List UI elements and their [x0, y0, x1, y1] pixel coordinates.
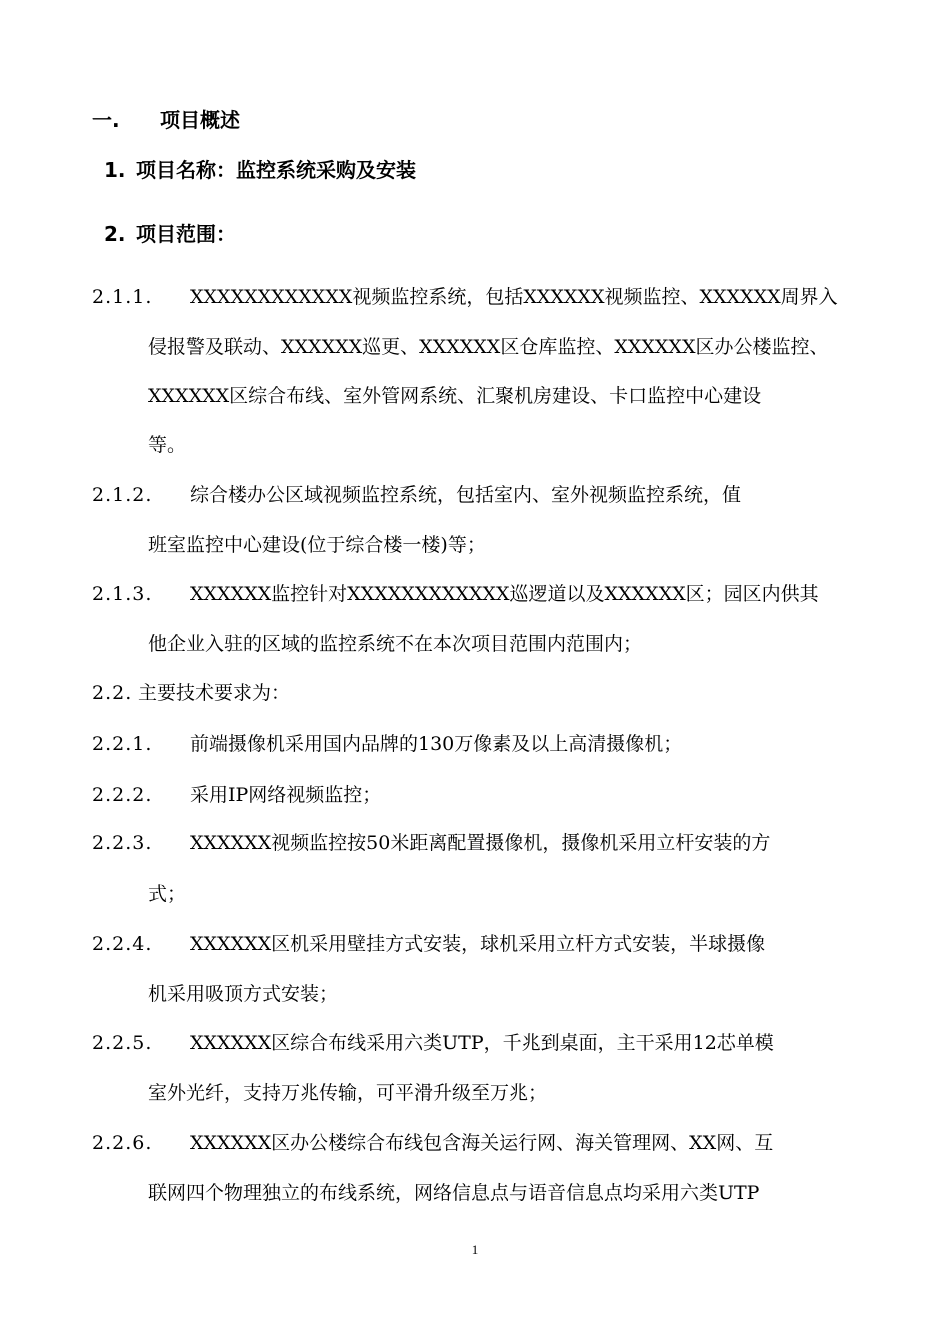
- paragraph-line: 前端摄像机采用国内品牌的130万像素及以上高清摄像机；: [190, 733, 683, 755]
- item-number: 2.: [104, 222, 126, 246]
- section-title: 项目概述: [160, 108, 240, 132]
- paragraph-number: 2.1.1.: [92, 286, 153, 308]
- paragraph-line: 机采用吸顶方式安装；: [148, 983, 339, 1005]
- paragraph-number: 2.2.2.: [92, 784, 153, 806]
- section-number: 一.: [92, 108, 120, 132]
- paragraph-line: XXXXXX区综合布线、室外管网系统、汇聚机房建设、卡口监控中心建设: [148, 385, 762, 407]
- item-title: 项目范围：: [136, 222, 236, 246]
- paragraph-number: 2.2.6.: [92, 1132, 153, 1154]
- paragraph-line: 主要技术要求为：: [138, 682, 291, 704]
- paragraph-number: 2.1.3.: [92, 583, 153, 605]
- paragraph-number: 2.2.: [92, 682, 133, 704]
- paragraph-number: 2.2.5.: [92, 1032, 153, 1054]
- item-number: 1.: [104, 158, 126, 182]
- paragraph-number: 2.2.4.: [92, 933, 153, 955]
- paragraph-number: 2.2.1.: [92, 733, 153, 755]
- paragraph-line: 班室监控中心建设(位于综合楼一楼)等；: [148, 534, 486, 556]
- paragraph-line: XXXXXX区机采用壁挂方式安装，球机采用立杆方式安装，半球摄像: [190, 933, 766, 955]
- paragraph-line: 室外光纤，支持万兆传输，可平滑升级至万兆；: [148, 1082, 548, 1104]
- paragraph-line: 联网四个物理独立的布线系统，网络信息点与语音信息点均采用六类UTP: [148, 1182, 760, 1204]
- paragraph-line: 式；: [148, 883, 187, 905]
- paragraph-line: 侵报警及联动、XXXXXX巡更、XXXXXX区仓库监控、XXXXXX区办公楼监控、: [148, 336, 829, 358]
- paragraph-number: 2.2.3.: [92, 832, 153, 854]
- paragraph-line: XXXXXX监控针对XXXXXXXXXXXX巡逻道以及XXXXXX区；园区内供其: [190, 583, 819, 605]
- page-number: 1: [471, 1242, 479, 1257]
- paragraph-line: 他企业入驻的区域的监控系统不在本次项目范围内范围内；: [148, 633, 643, 655]
- paragraph-line: 采用IP网络视频监控；: [190, 784, 382, 806]
- item-title: 项目名称：监控系统采购及安装: [136, 158, 416, 182]
- paragraph-line: XXXXXXXXXXXX视频监控系统，包括XXXXXX视频监控、XXXXXX周界入: [190, 286, 838, 308]
- paragraph-line: XXXXXX视频监控按50米距离配置摄像机，摄像机采用立杆安装的方: [190, 832, 771, 854]
- paragraph-line: 综合楼办公区域视频监控系统，包括室内、室外视频监控系统，值: [190, 484, 742, 506]
- paragraph-line: XXXXXX区办公楼综合布线包含海关运行网、海关管理网、XX网、互: [190, 1132, 774, 1154]
- paragraph-number: 2.1.2.: [92, 484, 153, 506]
- paragraph-line: 等。: [148, 434, 187, 456]
- paragraph-line: XXXXXX区综合布线采用六类UTP，千兆到桌面，主干采用12芯单模: [190, 1032, 774, 1054]
